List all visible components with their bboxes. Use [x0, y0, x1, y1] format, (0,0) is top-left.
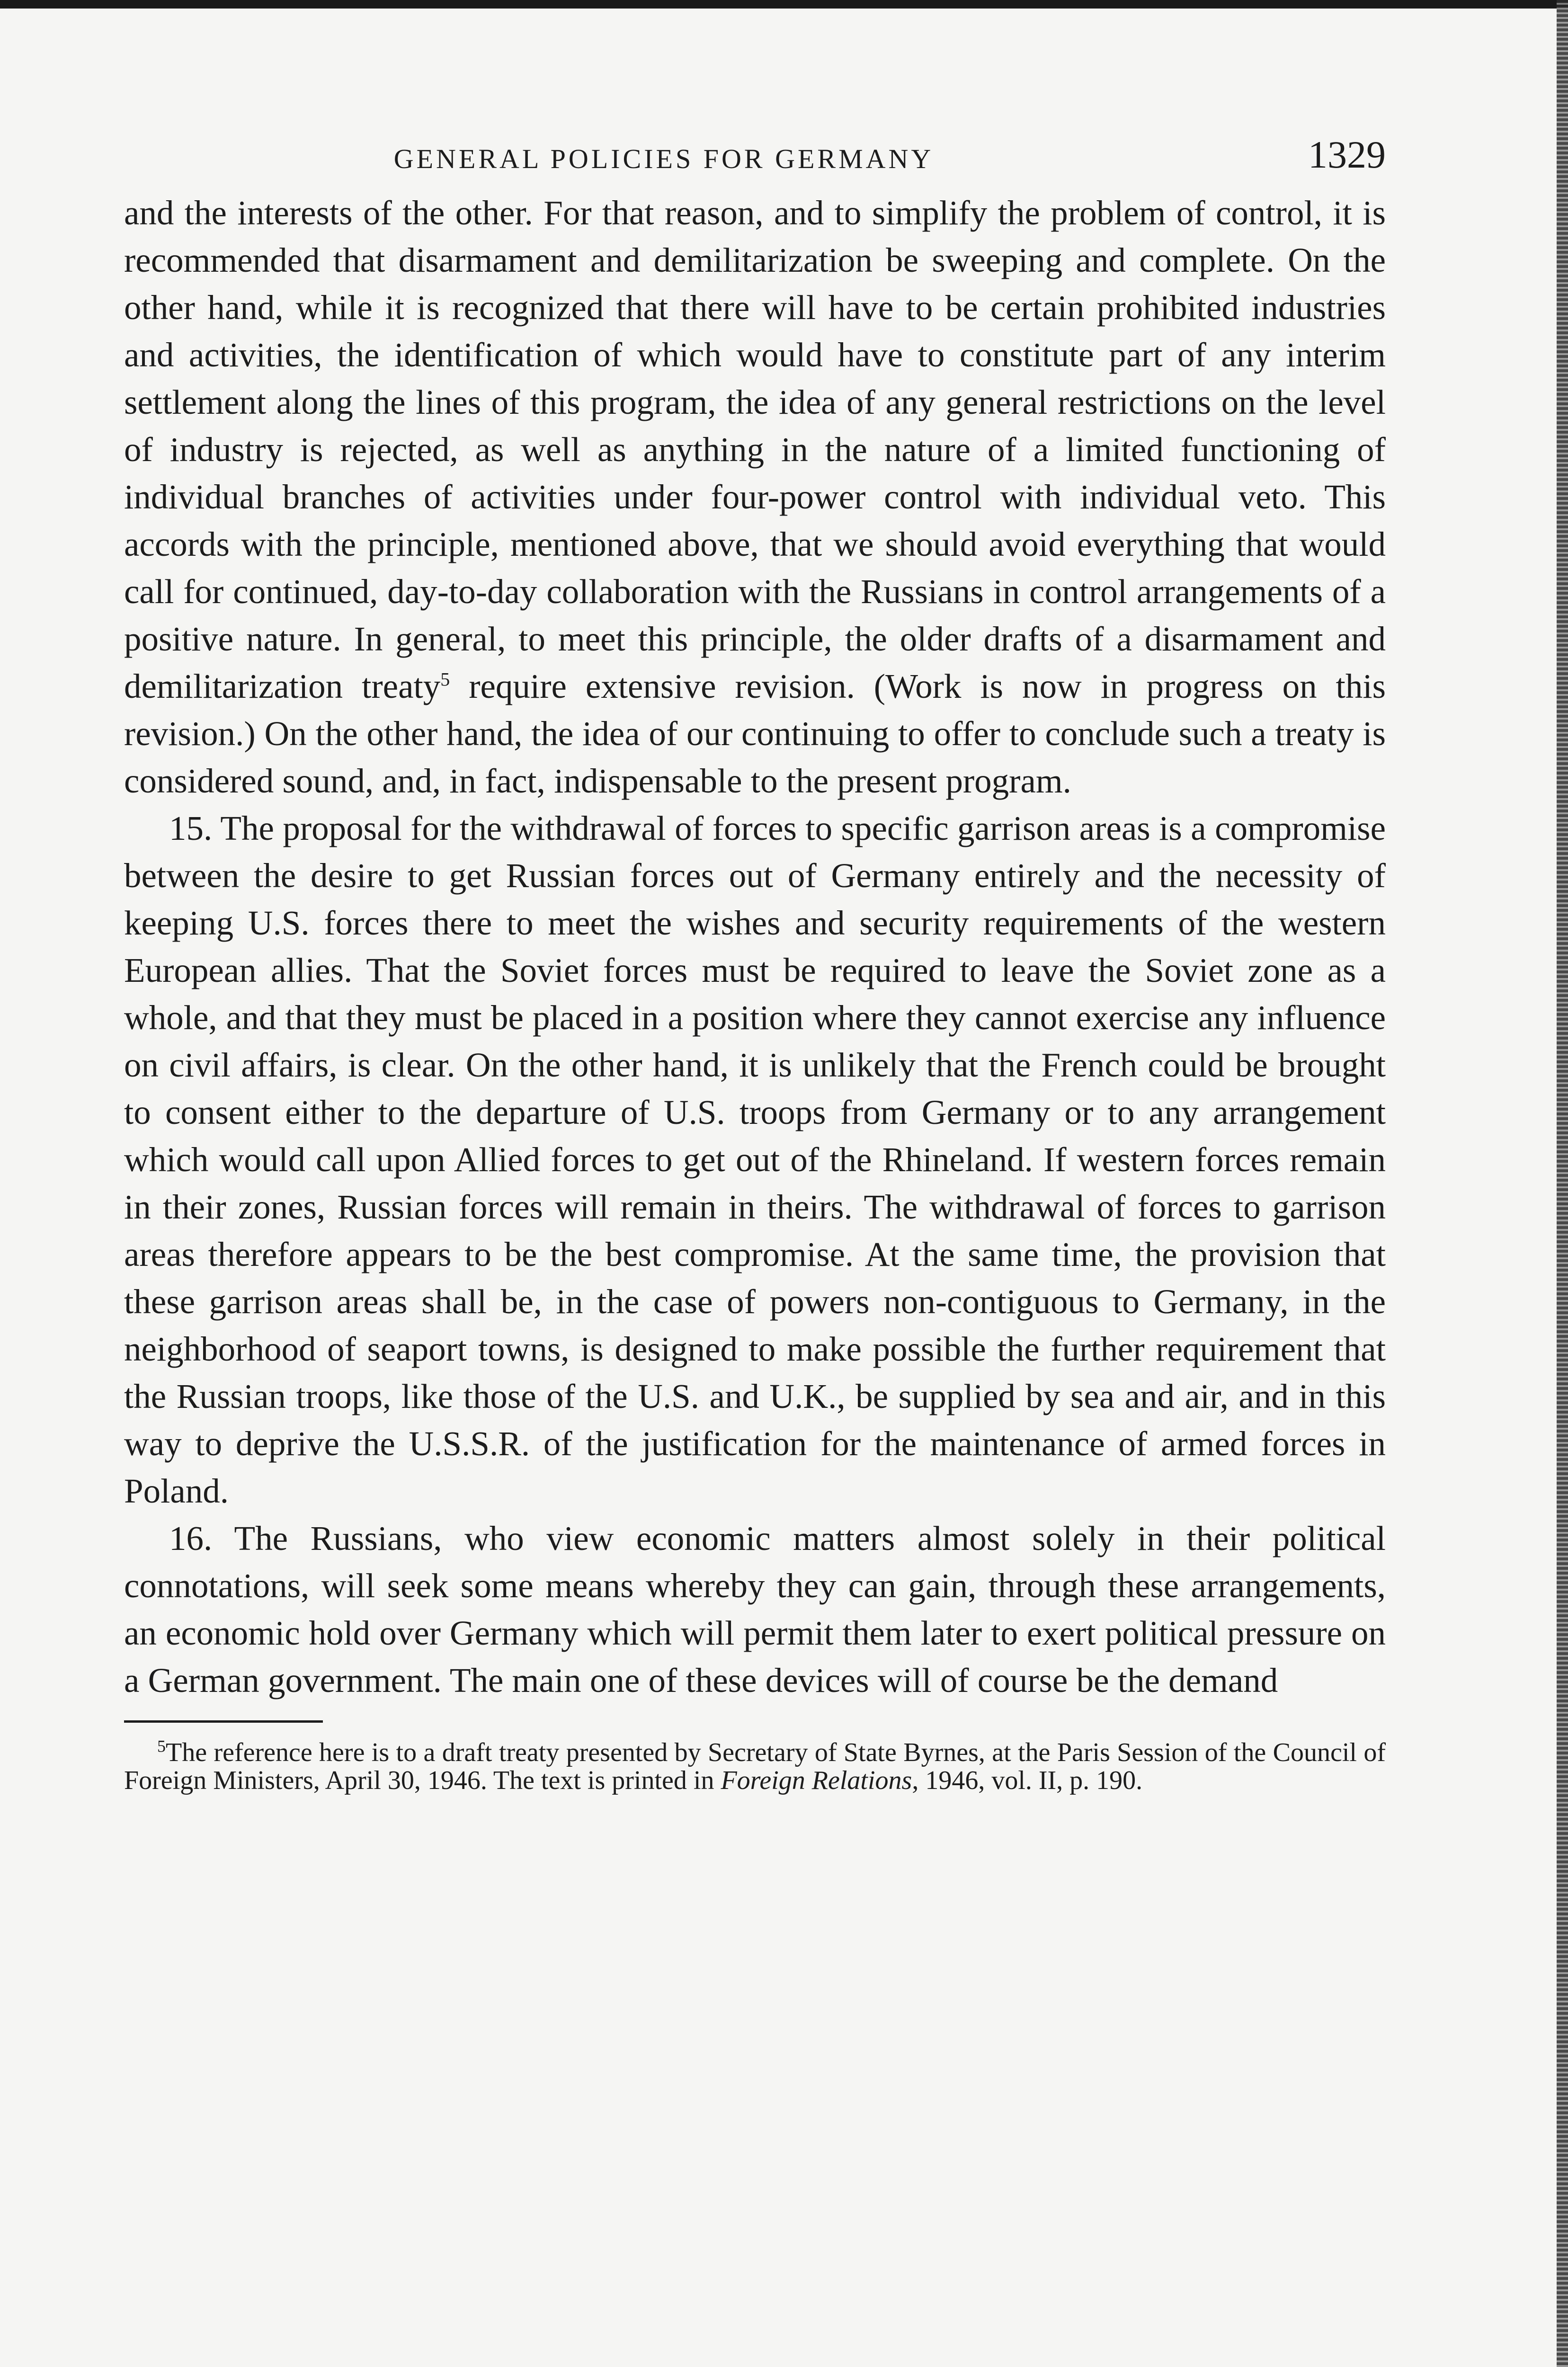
- running-head: [124, 133, 1386, 189]
- footnote-text-end: , 1946, vol. II, p. 190.: [912, 1766, 1143, 1795]
- paragraph-15: 15. The proposal for the withdrawal of forces to specific garrison areas is a compromise between the desire to get Russian forces out of Germany entirely and the necessity of keeping U.S. forces there to meet the wishes and security requirements of the western European allies. That the Soviet forces must be required to leave the Soviet zone as a whole, and that they must be placed in a position where they cannot exercise any influence on civil affairs, is clear. On the other hand, it is unlikely that the French could be brought to consent either to the departure of U.S. troops from Germany or to any arrangement which would call upon Allied forces to get out of the Rhineland. If western forces remain in their zones, Russian forces will remain in theirs. The withdrawal of forces to garrison areas therefore appears to be the best compromise. At the same time, the provision that these garrison areas shall be, in the case of powers non-contiguous to Germany, in the neighborhood of seaport towns, is designed to make possible the further requirement that the Russian troops, like those of the U.S. and U.K., be supplied by sea and air, and in this way to deprive the U.S.S.R. of the justification for the maintenance of armed forces in Poland.: [124, 809, 1386, 1510]
- document-page: [124, 133, 1386, 1795]
- paragraph-16: 16. The Russians, who view economic matters almost solely in their political connotations, will seek some means whereby they can gain, through these arrangements, an economic hold over Germany which will permit them later to exert political pressure on a German government. The main one of these devices will of course be the demand: [124, 1519, 1386, 1700]
- footnote-marker: 5: [157, 1736, 166, 1756]
- page-edge: [1557, 0, 1568, 2367]
- body-text: [124, 189, 1386, 1704]
- footnote-text: The reference here is to a draft treaty presented by Secretary of State Byrnes, at the Paris Session of the Council of Foreign Ministers, April 30, 1946. The text is printed in: [124, 1738, 1386, 1795]
- footnote-italic-title: Foreign Relations: [721, 1766, 912, 1795]
- top-border: [0, 0, 1568, 9]
- footnote-divider: [124, 1720, 323, 1723]
- running-title: GENERAL POLICIES FOR GERMANY: [393, 143, 934, 174]
- paragraph-continued: [124, 189, 1386, 805]
- paragraph-text: and the interests of the other. For that reason, and to simplify the problem of control, it is recommended that disarmament and demilitarization be sweeping and complete. On the other hand, while it is recognized that there will have to be certain prohibited industries and activities, the identification of which would have to constitute part of any interim settlement along the lines of this program, the idea of any general restrictions on the level of industry is rejected, as well as anything in the nature of a limited functioning of individual branches of activities under four-power control with individual veto. This accords with the principle, mentioned above, that we should avoid everything that would call for continued, day-to-day collaboration with the Russians in control arrangements of a positive nature. In general, to meet this principle, the older drafts of a disarmament and demilitarization treaty: [124, 194, 1386, 705]
- paragraph-text: require extensive revision. (Work is now in progress on this revision.) On the other hand, the idea of our continuing to offer to conclude such a treaty is considered sound, and, in fact, indispensable to the present program.: [124, 667, 1386, 800]
- footnote-reference[interactable]: 5: [440, 668, 450, 690]
- footnote: [124, 1736, 1386, 1795]
- page-number: 1329: [1308, 133, 1386, 176]
